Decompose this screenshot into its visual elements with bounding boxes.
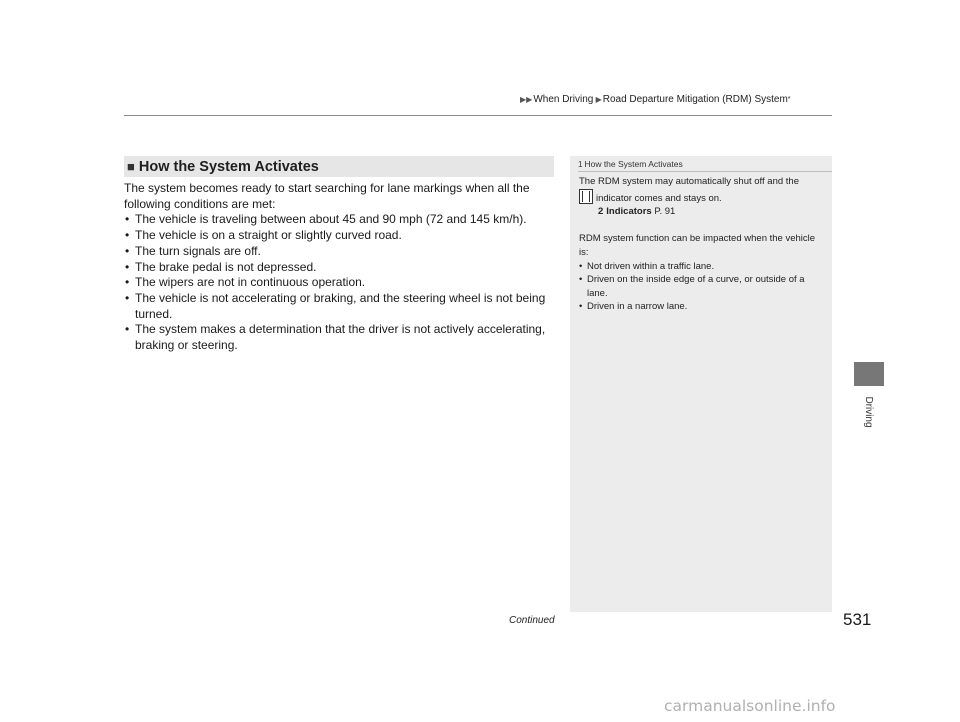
double-arrow-icon: ▶▶ <box>520 95 533 104</box>
list-item-text: The system makes a determination that the driver is not actively accelerating, braking or steering. <box>135 322 546 353</box>
list-item-text: The vehicle is on a straight or slightly curved road. <box>135 228 402 243</box>
main-content <box>124 181 554 354</box>
reference-page[interactable]: P. 91 <box>654 206 676 218</box>
list-item <box>579 300 827 314</box>
bullet-icon: • <box>125 228 130 243</box>
list-item-text: Not driven within a traffic lane. <box>587 260 715 272</box>
list-item <box>124 322 554 353</box>
note-title: How the System Activates <box>584 159 683 169</box>
bullet-icon: • <box>579 301 583 313</box>
watermark: carmanualsonline.info <box>664 697 836 715</box>
chapter-tab-label[interactable]: Driving <box>863 396 874 428</box>
impact-paragraph: RDM system function can be impacted when the vehicle is: <box>579 233 816 258</box>
list-item <box>124 260 554 276</box>
arrow-icon: ▶ <box>593 95 602 104</box>
note-heading <box>578 159 683 169</box>
list-item-text: Driven in a narrow lane. <box>587 301 688 313</box>
section-heading <box>124 156 554 177</box>
bullet-icon: • <box>125 212 130 227</box>
breadcrumb-item-when-driving[interactable]: When Driving <box>533 94 594 105</box>
list-item-text: The turn signals are off. <box>135 243 261 258</box>
impact-list <box>579 260 827 314</box>
sidebar-note <box>570 156 832 612</box>
list-item-text: The vehicle is traveling between about 45 and 90 mph (72 and 145 km/h). <box>135 212 527 227</box>
reference-arrow-icon: 2 <box>598 206 604 218</box>
list-item-text: The vehicle is not accelerating or braking, and the steering wheel is not being turned. <box>135 290 546 321</box>
note-line <box>579 189 827 206</box>
lane-departure-indicator-icon <box>579 189 593 204</box>
intro-paragraph: The system becomes ready to start searching for lane markings when all the following conditions are met: <box>124 181 530 211</box>
note-divider <box>578 171 832 172</box>
list-item-text: The brake pedal is not depressed. <box>135 259 317 274</box>
bullet-icon: • <box>125 275 130 290</box>
conditions-list <box>124 212 554 353</box>
section-title: How the System Activates <box>138 158 319 175</box>
list-item <box>124 275 554 291</box>
note-body <box>579 175 827 314</box>
bullet-icon: • <box>579 260 583 272</box>
header-rule <box>124 115 832 116</box>
footnote-mark: * <box>787 96 791 103</box>
square-bullet-icon: ■ <box>127 159 135 174</box>
note-line: The RDM system may automatically shut off and the <box>579 176 799 187</box>
bullet-icon: • <box>125 243 130 258</box>
cross-reference[interactable] <box>579 205 827 219</box>
list-item <box>124 228 554 244</box>
list-item <box>579 260 827 274</box>
bullet-icon: • <box>125 290 130 305</box>
list-item-text: Driven on the inside edge of a curve, or outside of a lane. <box>587 274 805 299</box>
note-line-text: indicator comes and stays on. <box>596 192 722 204</box>
continued-label: Continued <box>509 615 555 626</box>
note-marker: 1 <box>578 159 583 169</box>
list-item <box>124 212 554 228</box>
breadcrumb-item-rdm-system[interactable]: Road Departure Mitigation (RDM) System <box>602 94 788 105</box>
chapter-tab[interactable] <box>854 362 884 386</box>
list-item <box>579 273 827 300</box>
page-number: 531 <box>843 610 872 629</box>
list-item-text: The wipers are not in continuous operation. <box>135 275 366 290</box>
breadcrumb <box>520 94 791 105</box>
bullet-icon: • <box>125 322 130 337</box>
list-item <box>124 291 554 322</box>
list-item <box>124 244 554 260</box>
bullet-icon: • <box>579 274 583 286</box>
reference-label[interactable]: Indicators <box>606 206 652 218</box>
bullet-icon: • <box>125 259 130 274</box>
